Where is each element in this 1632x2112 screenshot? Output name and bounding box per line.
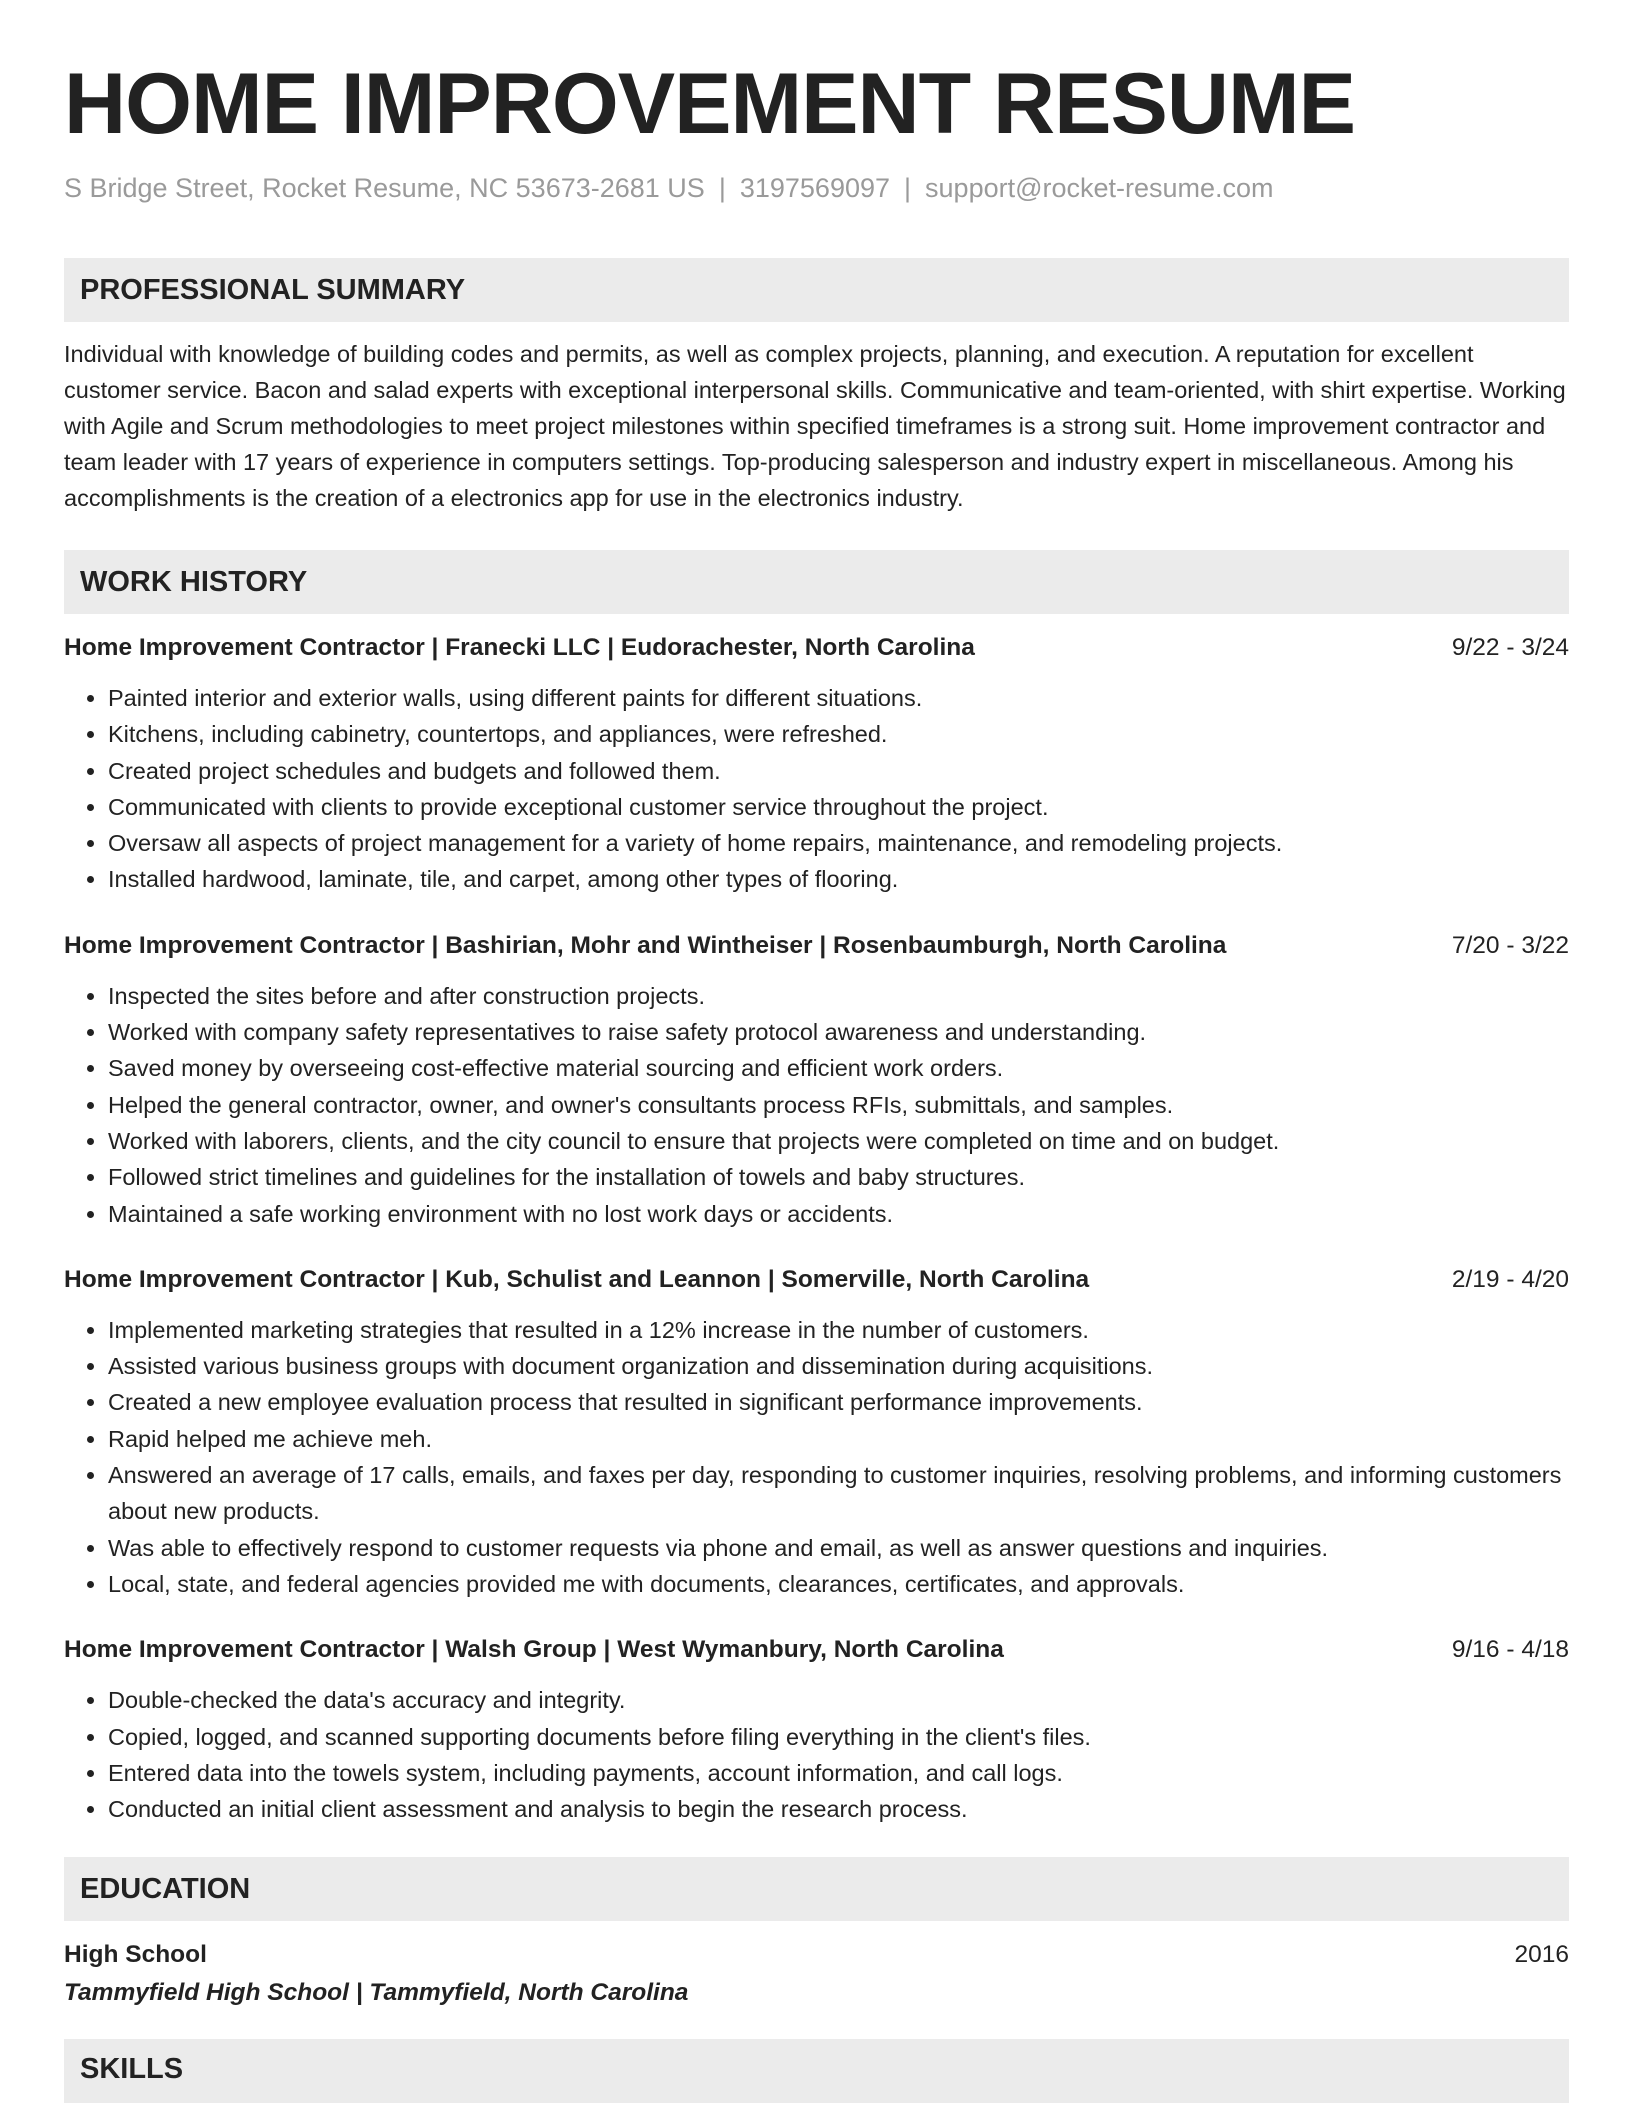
job-head: [64, 1632, 1569, 1668]
work-history-list: [64, 630, 1569, 1827]
job-bullet: • Worked with company safety representatives to raise safety protocol awareness and understanding.: [108, 1014, 1569, 1050]
job-bullet-list: [64, 1312, 1569, 1602]
job-head: [64, 928, 1569, 964]
job-bullet: • Answered an average of 17 calls, emails, and faxes per day, responding to customer inquiries, resolving problems, and informing customers about new products.: [108, 1457, 1569, 1530]
job-bullet: • Maintained a safe working environment with no lost work days or accidents.: [108, 1196, 1569, 1232]
job-bullet: • Installed hardwood, laminate, tile, and carpet, among other types of flooring.: [108, 861, 1569, 897]
section-header-education: EDUCATION: [64, 1857, 1569, 1921]
contact-email: support@rocket-resume.com: [925, 173, 1274, 203]
job-head: [64, 1262, 1569, 1298]
contact-separator: |: [718, 173, 726, 203]
job-bullet-list: [64, 1682, 1569, 1827]
job-bullet: • Helped the general contractor, owner, and owner's consultants process RFIs, submittals, and samples.: [108, 1087, 1569, 1123]
education-year: 2016: [1514, 1941, 1569, 1969]
job-dates: 9/16 - 4/18: [1451, 1636, 1569, 1664]
contact-address: S Bridge Street, Rocket Resume, NC 53673-2681 US: [64, 173, 705, 203]
job-bullet: • Inspected the sites before and after construction projects.: [108, 978, 1569, 1014]
job-title: Home Improvement Contractor | Bashirian, Mohr and Wintheiser | Rosenbaumburgh, North Carolina: [64, 931, 1227, 959]
education-entry: [64, 1937, 1569, 2013]
section-header-work-history: WORK HISTORY: [64, 550, 1569, 614]
job-bullet-list: [64, 680, 1569, 898]
job-entry: [64, 630, 1569, 898]
summary-text: Individual with knowledge of building codes and permits, as well as complex projects, planning, and execution. A reputation for excellent customer service. Bacon and salad experts with exceptional interpersonal skills. Communicative and team-oriented, with shirt expertise. Working with Agile and Scrum methodologies to meet project milestones within specified timeframes is a strong suit. Home improvement contractor and team leader with 17 years of experience in computers settings. Top-producing salesperson and industry expert in miscellaneous. Among his accomplishments is the creation of a electronics app for use in the electronics industry.: [64, 341, 1566, 511]
job-bullet: • Kitchens, including cabinetry, countertops, and appliances, were refreshed.: [108, 716, 1569, 752]
job-bullet: • Worked with laborers, clients, and the city council to ensure that projects were completed on time and on budget.: [108, 1123, 1569, 1159]
job-bullet: • Created a new employee evaluation process that resulted in significant performance improvements.: [108, 1384, 1569, 1420]
job-bullet: • Painted interior and exterior walls, using different paints for different situations.: [108, 680, 1569, 716]
job-bullet: • Local, state, and federal agencies provided me with documents, clearances, certificates, and approvals.: [108, 1566, 1569, 1602]
job-bullet: • Followed strict timelines and guidelines for the installation of towels and baby structures.: [108, 1159, 1569, 1195]
job-bullet: • Implemented marketing strategies that resulted in a 12% increase in the number of customers.: [108, 1312, 1569, 1348]
education-school: Tammyfield High School | Tammyfield, North Carolina: [64, 1979, 689, 2007]
job-dates: 2/19 - 4/20: [1451, 1265, 1569, 1293]
resume-page: [64, 52, 1569, 2103]
job-head: [64, 630, 1569, 666]
job-bullet: • Saved money by overseeing cost-effective material sourcing and efficient work orders.: [108, 1050, 1569, 1086]
resume-title: HOME IMPROVEMENT RESUME: [64, 56, 1355, 152]
job-bullet: • Conducted an initial client assessment and analysis to begin the research process.: [108, 1791, 1569, 1827]
section-header-summary: PROFESSIONAL SUMMARY: [64, 258, 1569, 322]
job-entry: [64, 1632, 1569, 1827]
job-title: Home Improvement Contractor | Kub, Schulist and Leannon | Somerville, North Carolina: [64, 1265, 1090, 1293]
job-bullet: • Double-checked the data's accuracy and integrity.: [108, 1682, 1569, 1718]
education-head: [64, 1937, 1569, 1973]
job-entry: [64, 1262, 1569, 1602]
job-bullet-list: [64, 978, 1569, 1232]
job-bullet: • Was able to effectively respond to customer requests via phone and email, as well as answer questions and inquiries.: [108, 1530, 1569, 1566]
job-dates: 7/20 - 3/22: [1451, 931, 1569, 959]
contact-phone: 3197569097: [739, 173, 891, 203]
job-bullet: • Entered data into the towels system, including payments, account information, and call logs.: [108, 1755, 1569, 1791]
section-header-skills: SKILLS: [64, 2039, 1569, 2103]
job-bullet: • Created project schedules and budgets and followed them.: [108, 753, 1569, 789]
contact-line: [64, 170, 1569, 206]
job-bullet: • Oversaw all aspects of project management for a variety of home repairs, maintenance, and remodeling projects.: [108, 825, 1569, 861]
contact-separator: |: [904, 173, 912, 203]
job-bullet: • Copied, logged, and scanned supporting documents before filing everything in the client's files.: [108, 1719, 1569, 1755]
job-bullet: • Communicated with clients to provide exceptional customer service throughout the project.: [108, 789, 1569, 825]
job-title: Home Improvement Contractor | Franecki LLC | Eudorachester, North Carolina: [64, 634, 975, 661]
job-bullet: • Rapid helped me achieve meh.: [108, 1421, 1569, 1457]
job-title: Home Improvement Contractor | Walsh Group | West Wymanbury, North Carolina: [64, 1636, 1004, 1664]
job-bullet: • Assisted various business groups with document organization and dissemination during acquisitions.: [108, 1348, 1569, 1384]
education-degree: High School: [64, 1941, 207, 1969]
job-dates: 9/22 - 3/24: [1451, 634, 1569, 661]
job-entry: [64, 928, 1569, 1232]
